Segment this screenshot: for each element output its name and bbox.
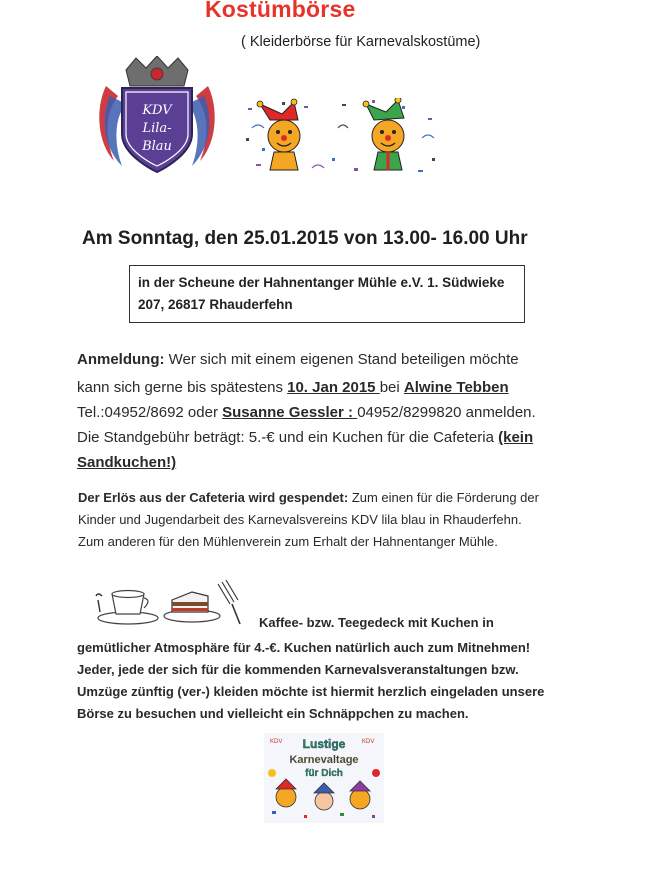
badge-line-3: für Dich xyxy=(305,768,343,779)
donation-text-1: Zum einen für die Förderung der xyxy=(348,490,539,505)
cafe-line-1: Kaffee- bzw. Teegedeck mit Kuchen in xyxy=(259,615,494,630)
cafe-line-2: gemütlicher Atmosphäre für 4.-€. Kuchen natürlich auch zum Mitnehmen! xyxy=(77,640,531,655)
registration-label: Anmeldung: xyxy=(77,351,165,368)
coffee-cake-icon xyxy=(88,578,248,628)
registration-line-1 xyxy=(77,348,519,371)
logo-text-3: Blau xyxy=(142,139,172,154)
jesters-clipart xyxy=(242,98,442,178)
donation-line-1 xyxy=(78,487,539,509)
donation-line-3: Zum anderen für den Mühlenverein zum Erhalt der Hahnentanger Mühle. xyxy=(78,534,498,549)
registration-text-4a: Die Standgebühr beträgt: 5.-€ und ein Kuchen für die Cafeteria xyxy=(77,429,499,446)
cafe-line-3: Jeder, jede der sich für die kommenden Karnevalsveranstaltungen bzw. xyxy=(77,662,519,677)
badge-small-right: KDV xyxy=(362,739,375,745)
registration-deadline: 10. Jan 2015 xyxy=(287,379,380,396)
event-date: Am Sonntag, den 25.01.2015 von 13.00- 16.00 Uhr xyxy=(82,228,528,249)
page-subtitle: ( Kleiderbörse für Karnevalskostüme) xyxy=(241,34,481,50)
registration-text-4b: (kein xyxy=(498,429,534,446)
donation-label: Der Erlös aus der Cafeteria wird gespendet: xyxy=(78,490,349,505)
badge-small-left: KDV xyxy=(270,739,283,745)
page-title: Kostümbörse xyxy=(205,0,356,22)
registration-text-1: Wer sich mit einem eigenen Stand beteiligen möchte xyxy=(164,351,519,368)
venue-line-1: in der Scheune der Hahnentanger Mühle e.V. 1. Südwieke xyxy=(138,275,505,290)
registration-line-5 xyxy=(77,451,176,474)
venue-box xyxy=(129,265,525,323)
contact-susanne-gessler: Susanne Gessler : xyxy=(222,404,358,421)
registration-text-2a: kann sich gerne bis spätestens xyxy=(77,379,288,396)
badge-line-2: Karnevaltage xyxy=(289,754,359,766)
kdv-club-logo xyxy=(96,56,218,176)
registration-line-2 xyxy=(77,376,509,399)
registration-line-4 xyxy=(77,426,533,449)
cafe-line-5: Börse zu besuchen und vielleicht ein Schnäppchen zu machen. xyxy=(77,706,469,721)
contact-alwine-tebben: Alwine Tebben xyxy=(403,379,509,396)
badge-line-1: Lustige xyxy=(302,737,346,751)
logo-text-2: Lila- xyxy=(142,121,172,136)
venue-line-2: 207, 26817 Rhauderfehn xyxy=(138,297,293,312)
registration-text-2b: bei xyxy=(379,379,404,396)
registration-text-3b: 04952/8299820 anmelden. xyxy=(357,404,536,421)
carnival-badge xyxy=(264,733,384,823)
donation-line-2: Kinder und Jugendarbeit des Karnevalsvereins KDV lila blau in Rhauderfehn. xyxy=(78,512,522,527)
registration-text-5: Sandkuchen!) xyxy=(77,454,177,471)
logo-text-1: KDV xyxy=(142,103,172,118)
registration-line-3 xyxy=(77,401,536,424)
registration-text-3a: Tel.:04952/8692 oder xyxy=(77,404,223,421)
cafe-line-4: Umzüge zünftig (ver-) kleiden möchte ist hiermit herzlich eingeladen unsere xyxy=(77,684,545,699)
